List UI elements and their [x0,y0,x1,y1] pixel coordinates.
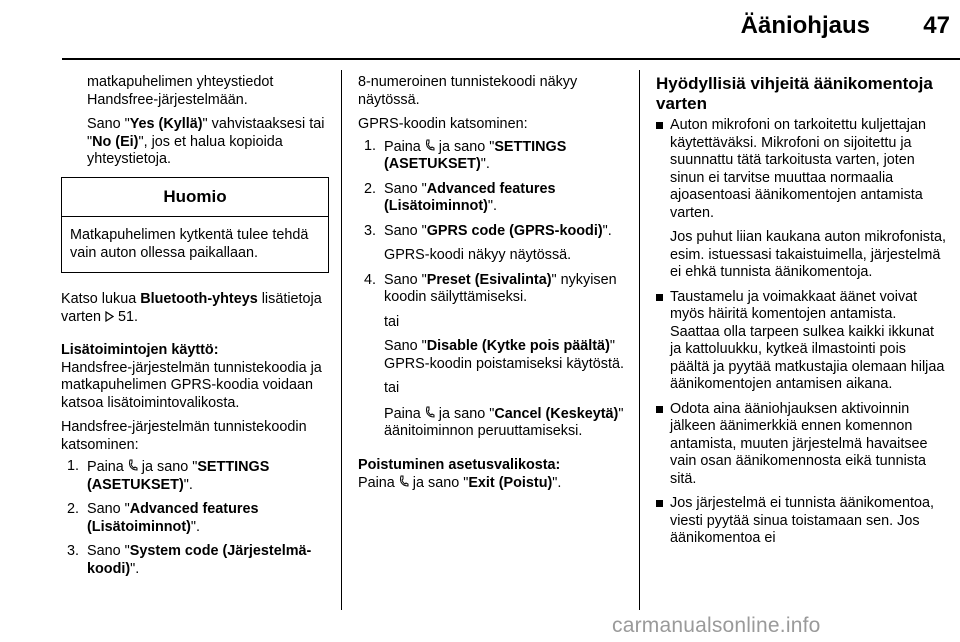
section-title: Hyödyllisiä vihjeitä äänikomentoja varten [656,74,933,113]
bullet-icon [656,294,663,301]
watermark: carmanualsonline.info [612,614,821,637]
phone-handset-icon [399,474,409,492]
or-text: tai [384,313,400,330]
text: ". [190,518,201,535]
text: ". [552,475,562,491]
step-number: 2. [67,501,80,517]
list-item [61,543,329,578]
col1-section-paragraph-2: Handsfree-järjestelmän tunnistekoodin katsominen: [61,419,307,453]
voice-command: Exit (Poistu) [468,475,553,491]
text: Sano " [384,180,427,197]
or-text: tai [384,380,400,396]
tip-text: Odota aina ääniohjauksen aktivoinnin jälkeen äänimerkkiä ennen komennon antamista, muuten järjestelmä havaitsee vain osan äänikomennosta eikä tunnista sitä. [670,400,928,487]
tip-text: Jos järjestelmä ei tunnista äänikomentoa, viesti pyytää sinua toistamaan sen. Jos äänikomentoa ei [670,495,934,546]
list-item [61,458,329,494]
triangle-ref-icon [105,309,114,325]
bullet-icon [656,122,663,129]
tip-text: Taustamelu ja voimakkaat äänet voivat myös häiritä komentojen antamista. Saattaa olla tarpeen sulkea kaikki ikkunat ja kattoluukku, kytkeä ilmastointi pois päältä ja pyytää matkustajia olemaan hiljaa äänikomentojen antamisen aikana. [670,288,945,392]
column-divider-2 [639,70,640,610]
phone-handset-icon [128,458,138,476]
list-item [358,181,628,216]
text: Paina [358,475,399,491]
text: Sano " [87,501,130,517]
text: ja sano " [434,405,495,422]
page-number: 47 [923,12,950,39]
step-note: GPRS-koodi näkyy näytössä. [384,247,572,263]
voice-command: Advanced features (Lisätoiminnot) [87,501,259,535]
text: Sano " [384,338,427,354]
text: ja sano " [434,138,495,155]
voice-command: Preset (Esivalinta) [426,271,552,288]
header-rule [62,58,960,60]
text: ja sano " [408,475,469,491]
text: Katso lukua [61,291,141,307]
bullet-icon [656,500,663,507]
alternative-1 [384,338,628,373]
note-body: Matkapuhelimen kytkentä tulee tehdä vain auton ollessa paikallaan. [70,227,309,261]
step-number: 3. [67,543,80,559]
list-item [656,117,946,282]
text: Sano " [87,116,130,132]
voice-command-yes: Yes (Kyllä) [129,116,203,132]
list-item [358,223,628,265]
text: lisätietoja varten [61,291,322,325]
voice-command: Cancel (Keskeytä) [494,405,619,422]
col2-paragraph-2: GPRS-koodin katsominen: [358,116,528,132]
text: Sano " [384,222,427,239]
list-item [656,289,946,394]
text: Paina [384,138,425,155]
tips-list [656,117,946,548]
phone-handset-icon [425,138,435,156]
col1-paragraph-2 [61,116,329,169]
reference-page: 51. [118,308,139,325]
note-box [61,177,329,274]
section-heading: Lisätoimintojen käyttö: [61,342,219,358]
cross-reference [61,291,329,326]
voice-command: GPRS code (GPRS-koodi) [426,222,603,239]
text: ". [183,476,193,493]
voice-command: Disable (Kytke pois päältä) [426,338,610,354]
text: ", jos et halua kopioida yhteystietoja. [87,133,283,167]
tip-text: Auton mikrofoni on tarkoitettu kuljettajan käytettäväksi. Mikrofoni on sijoitettu ja suunnattu tätä tarkoitusta varten, joten sinun ei tarvitse muuttaa normaalia ajoasentoasi äänikomentojen antamista varten. [670,117,926,221]
voice-command: SETTINGS (ASETUKSET) [384,138,567,172]
text: Sano " [384,271,427,288]
text: Sano " [87,543,130,559]
col1-section-paragraph-1: Handsfree-järjestelmän tunnistekoodia ja matkapuhelimen GPRS-koodia voidaan katsoa lisätoimintovalikosta. [61,359,322,411]
step-number: 2. [364,180,377,197]
list-item [656,401,946,489]
step-number: 1. [364,137,377,154]
exit-instruction [358,474,628,493]
voice-command: SETTINGS (ASETUKSET) [87,459,270,493]
list-item [358,272,628,441]
step-number: 1. [67,458,80,474]
text: ". [480,156,490,172]
text: " vahvistaaksesi tai " [87,116,325,150]
text: ". [602,222,612,239]
note-title: Huomio [62,178,328,218]
step-number: 3. [364,222,377,239]
tip-subtext: Jos puhut liian kaukana auton mikrofonista, esim. istuessasi takaistuimella, järjestelmä ei ehkä tunnista äänikomentoja. [670,229,946,280]
voice-command-no: No (Ei) [92,133,139,150]
list-item [61,501,329,536]
page-title: Ääniohjaus [740,12,870,39]
text: ". [487,198,498,214]
col1-paragraph-1: matkapuhelimen yhteystiedot Handsfree-järjestelmään. [87,74,274,108]
phone-handset-icon [425,405,435,423]
text: ja sano " [137,459,198,475]
column-3 [656,74,946,555]
col2-paragraph-1: 8-numeroinen tunnistekoodi näkyy näytössä. [358,74,578,108]
col1-steps [61,458,329,578]
voice-command: Advanced features (Lisätoiminnot) [384,180,556,214]
bullet-icon [656,406,663,413]
column-1 [61,74,329,585]
text: Paina [87,459,128,475]
section-heading: Poistuminen asetusvalikosta: [358,456,561,473]
alternative-2 [384,405,628,441]
text: ". [130,560,140,577]
text: Paina [384,405,425,422]
col2-steps [358,138,628,441]
text: " GPRS-koodin poistamiseksi käytöstä. [384,338,624,372]
voice-command: System code (Järjestelmäkoodi) [87,543,312,577]
step-number: 4. [364,271,377,288]
list-item [656,495,946,548]
reference-title: Bluetooth-yhteys [140,291,258,307]
text: " nykyisen koodin säilyttämiseksi. [384,271,617,305]
column-divider-1 [341,70,342,610]
text: " äänitoiminnon peruuttamiseksi. [384,405,624,439]
list-item [358,138,628,174]
column-2 [358,74,628,500]
